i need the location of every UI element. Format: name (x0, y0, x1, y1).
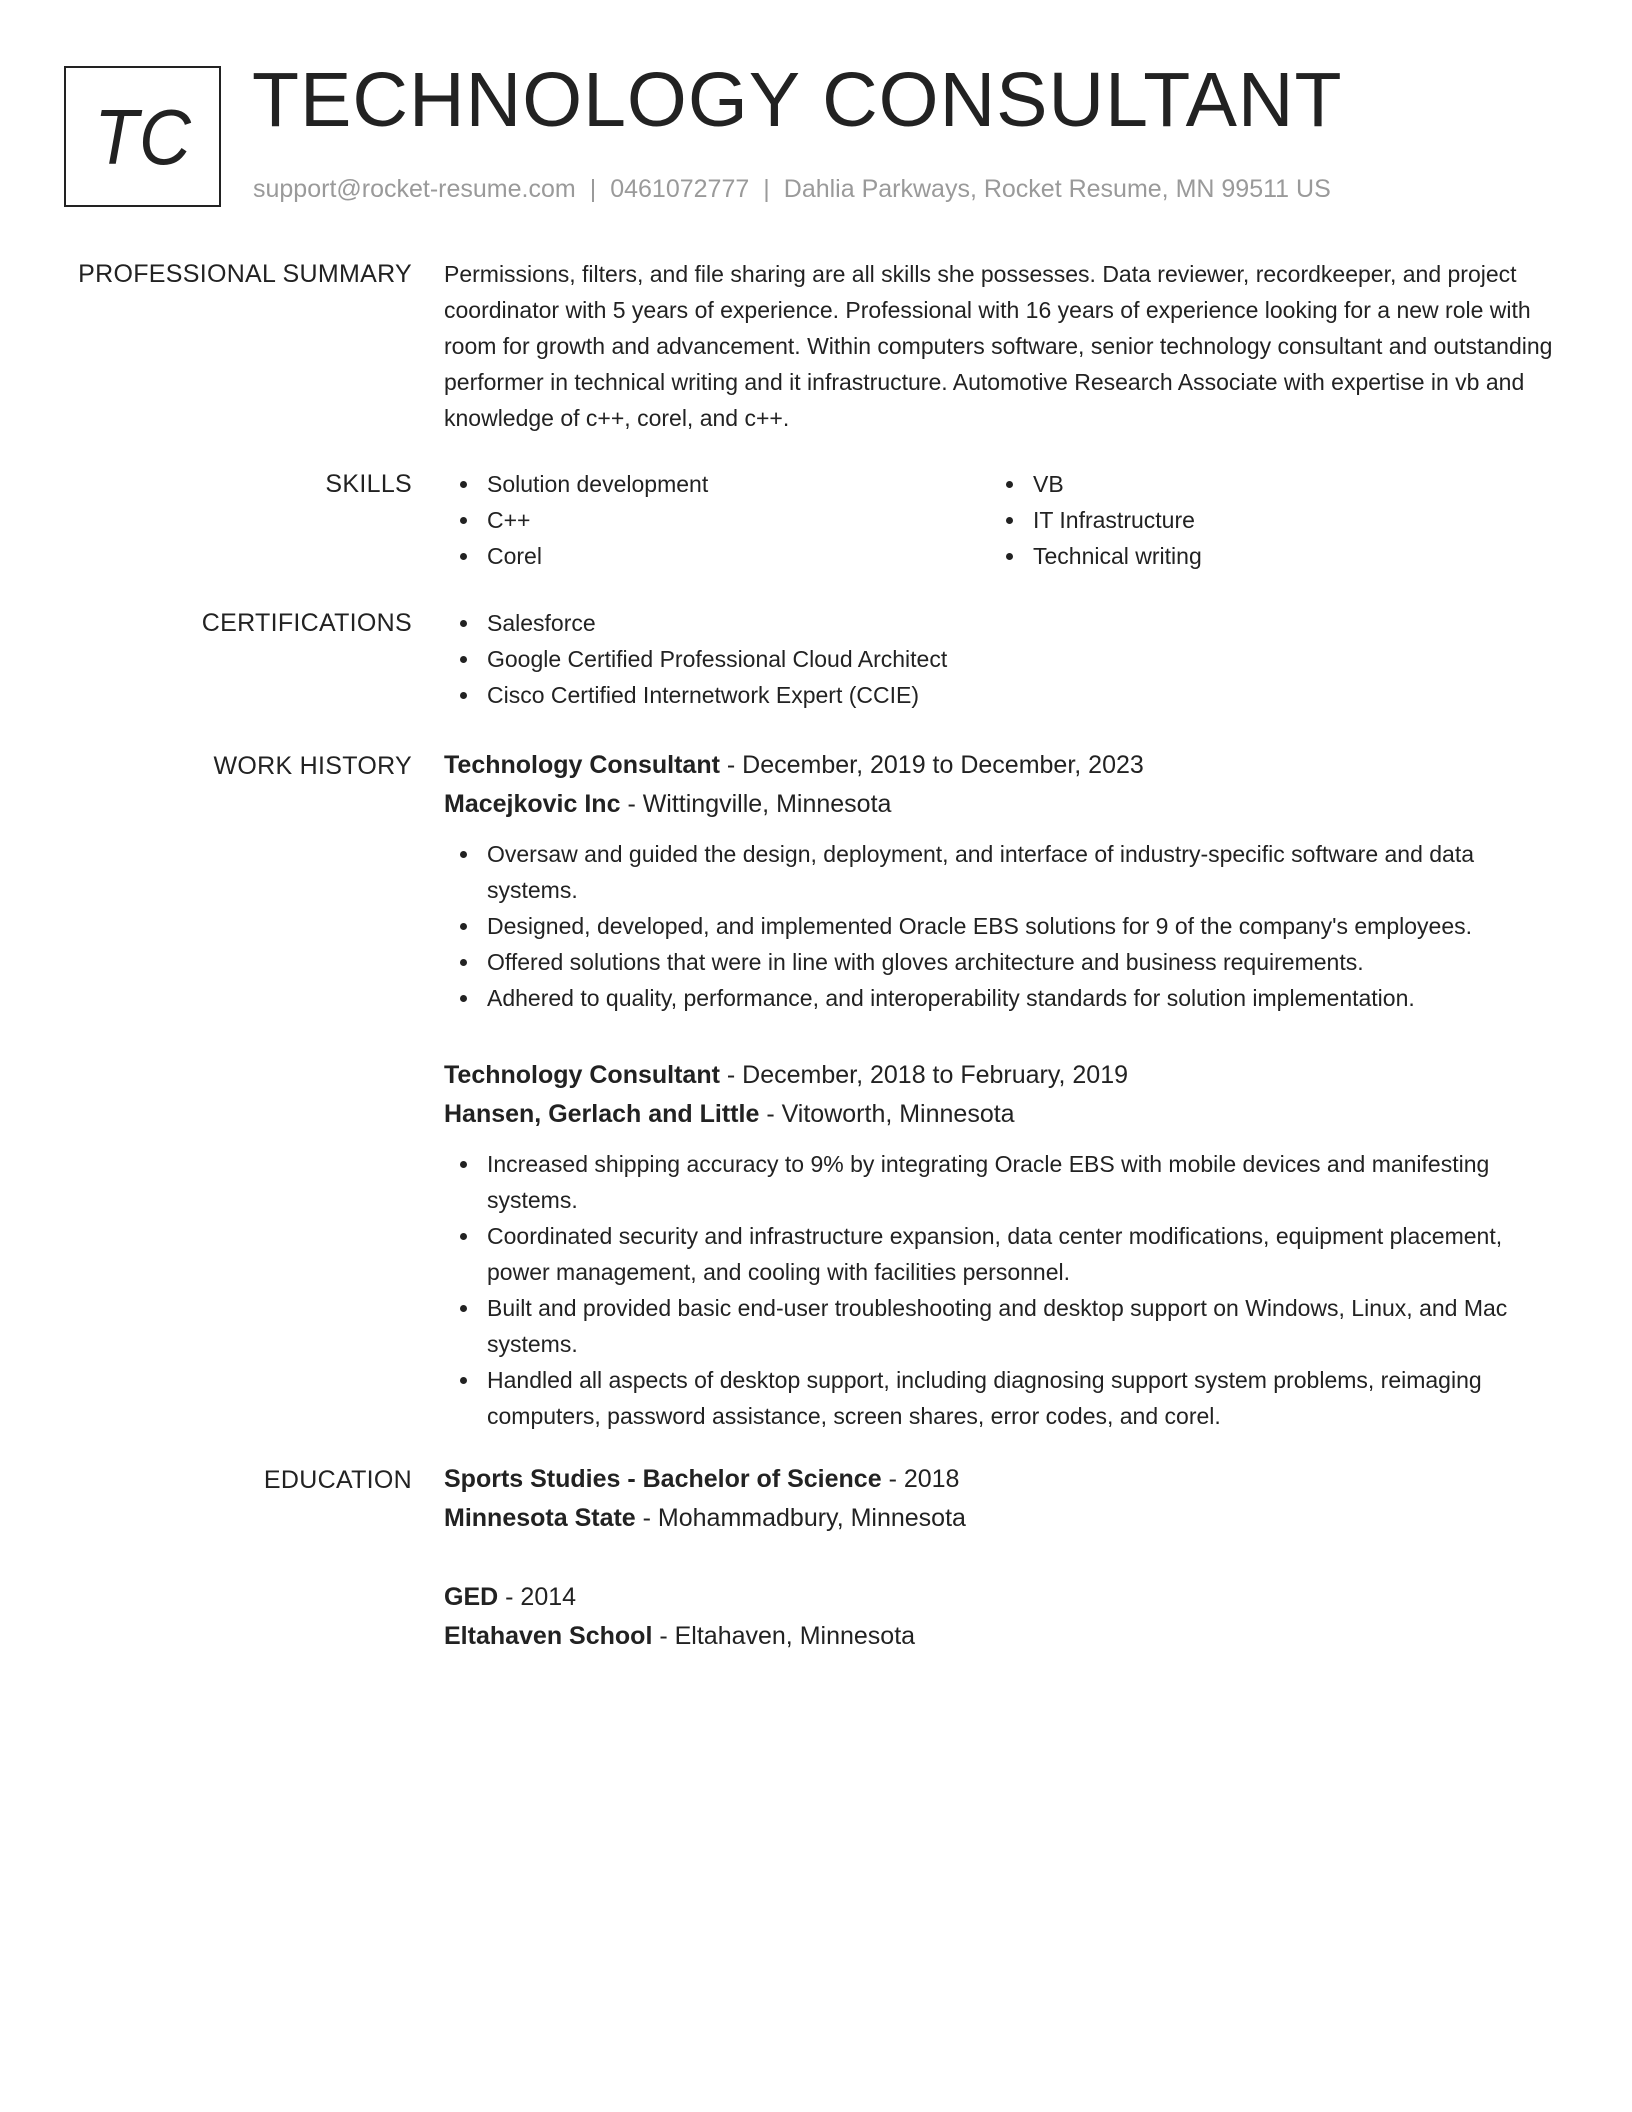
education-location: - Mohammadbury, Minnesota (642, 1504, 966, 1532)
education-degree: GED (444, 1583, 499, 1611)
job-bullet: Designed, developed, and implemented Oracle EBS solutions for 9 of the company's employees. (444, 908, 1562, 944)
section-heading-summary: PROFESSIONAL SUMMARY (78, 260, 412, 288)
education-school-line (444, 1617, 1562, 1656)
skill-item: Corel (444, 538, 990, 574)
job-entry (444, 1056, 1562, 1434)
education-degree-line (444, 1460, 1562, 1499)
education-degree-line (444, 1578, 1562, 1617)
job-title-line (444, 746, 1562, 785)
skills-list-right (990, 466, 1536, 574)
skill-item: Technical writing (990, 538, 1536, 574)
summary-body (444, 256, 1562, 436)
monogram-box (64, 66, 221, 207)
job-location: - Vitoworth, Minnesota (766, 1100, 1015, 1128)
skills-body (444, 466, 1562, 574)
job-company: Hansen, Gerlach and Little (444, 1100, 760, 1128)
job-entry (444, 746, 1562, 1016)
education-entry (444, 1460, 1562, 1538)
job-bullet: Increased shipping accuracy to 9% by integrating Oracle EBS with mobile devices and manifesting systems. (444, 1146, 1562, 1218)
work-history-body (444, 746, 1562, 1434)
education-year: - 2014 (505, 1583, 577, 1611)
skill-item: C++ (444, 502, 990, 538)
job-company: Macejkovic Inc (444, 790, 621, 818)
education-school: Eltahaven School (444, 1622, 653, 1650)
job-title-line (444, 1056, 1562, 1095)
job-dates: - December, 2018 to February, 2019 (726, 1061, 1129, 1089)
contact-phone[interactable]: 0461072777 (610, 175, 750, 203)
skill-item: Solution development (444, 466, 990, 502)
job-dates: - December, 2019 to December, 2023 (726, 751, 1144, 779)
contact-separator: | (763, 175, 770, 203)
job-bullet: Oversaw and guided the design, deployment, and interface of industry-specific software and data systems. (444, 836, 1562, 908)
section-heading-education: EDUCATION (263, 1466, 412, 1494)
education-school: Minnesota State (444, 1504, 636, 1532)
skill-item: VB (990, 466, 1536, 502)
education-body (444, 1460, 1562, 1656)
job-company-line (444, 785, 1562, 824)
education-entry (444, 1578, 1562, 1656)
certification-item: Cisco Certified Internetwork Expert (CCIE) (444, 677, 1562, 713)
contact-address: Dahlia Parkways, Rocket Resume, MN 99511 US (783, 175, 1331, 203)
job-company-line (444, 1095, 1562, 1134)
contact-line (253, 174, 1331, 204)
job-bullet: Coordinated security and infrastructure expansion, data center modifications, equipment placement, power management, and cooling with facilities personnel. (444, 1218, 1562, 1290)
job-title: Technology Consultant (444, 1061, 720, 1089)
contact-email[interactable]: support@rocket-resume.com (253, 175, 576, 203)
certification-item: Salesforce (444, 605, 1562, 641)
certification-item: Google Certified Professional Cloud Architect (444, 641, 1562, 677)
skill-item: IT Infrastructure (990, 502, 1536, 538)
section-heading-skills: SKILLS (325, 470, 412, 498)
job-location: - Wittingville, Minnesota (627, 790, 892, 818)
job-bullet: Offered solutions that were in line with gloves architecture and business requirements. (444, 944, 1562, 980)
education-degree: Sports Studies - Bachelor of Science (444, 1465, 882, 1493)
section-heading-work-history: WORK HISTORY (213, 752, 412, 780)
monogram-initials: TC (93, 92, 192, 181)
contact-separator: | (589, 175, 597, 203)
education-year: - 2018 (888, 1465, 960, 1493)
job-bullet: Adhered to quality, performance, and interoperability standards for solution implementation. (444, 980, 1562, 1016)
skills-list-left (444, 466, 990, 574)
education-location: - Eltahaven, Minnesota (659, 1622, 916, 1650)
job-title: Technology Consultant (444, 751, 720, 779)
section-heading-certifications: CERTIFICATIONS (201, 609, 412, 637)
summary-text: Permissions, filters, and file sharing are all skills she possesses. Data reviewer, recordkeeper, and project coordinator with 5 years of experience. Professional with 16 years of experience looking for a new role with room for growth and advancement. Within computers software, senior technology consultant and outstanding performer in technical writing and it infrastructure. Automotive Research Associate with expertise in vb and knowledge of c++, corel, and c++. (444, 261, 1553, 431)
resume-title: TECHNOLOGY CONSULTANT (252, 57, 1343, 143)
certifications-list (444, 605, 1562, 713)
job-bullet: Built and provided basic end-user troubleshooting and desktop support on Windows, Linux, and Mac systems. (444, 1290, 1562, 1362)
certifications-body (444, 605, 1562, 713)
job-bullet: Handled all aspects of desktop support, including diagnosing support system problems, reimaging computers, password assistance, screen shares, error codes, and corel. (444, 1362, 1562, 1434)
job-bullets (444, 836, 1562, 1016)
job-bullets (444, 1146, 1562, 1434)
education-school-line (444, 1499, 1562, 1538)
